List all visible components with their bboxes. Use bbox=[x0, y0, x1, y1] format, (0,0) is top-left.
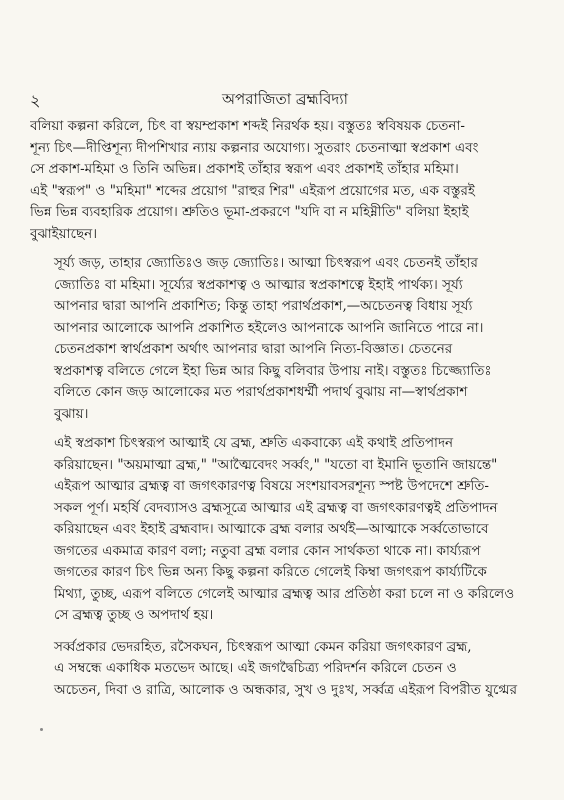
text-line: বুঝায়। bbox=[54, 405, 89, 422]
text-line: আপনার আলোকে আপনি প্রকাশিত হইলেও আপনাকে আপনি জানিতে পারে না। bbox=[54, 319, 484, 336]
text-line: স্বপ্রকাশত্ব বলিতে গেলে ইহা ভিন্ন আর কিছু বলিবার উপায় নাই। বস্তুতঃ চিজ্জ্যোতিঃ bbox=[54, 362, 492, 379]
text-line: বুঝাইয়াছেন। bbox=[30, 225, 98, 242]
text-line: আপনার দ্বারা আপনি প্রকাশিত; কিন্তু তাহা পরার্থপ্রকাশ,—অচেতনত্ব বিধায় সূর্য্য bbox=[54, 298, 473, 314]
text-line: সকল পূর্ণ। মহর্ষি বেদব্যাসও ব্রহ্মসূত্রে আত্মার এই ব্রহ্মত্ব বা জগৎকারণত্বই প্রতিপাদন bbox=[54, 499, 498, 516]
paragraph-2 bbox=[30, 253, 540, 425]
text-line: সে ব্রহ্মত্ব তুচ্ছ ও অপদার্থ হয়। bbox=[54, 607, 214, 623]
text-line: করিয়াছেন এবং ইহাই ব্রহ্মবাদ। আত্মাকে ব্রহ্ম বলার অর্থই—আত্মাকে সর্ব্বতোভাবে bbox=[54, 521, 489, 537]
paragraph-4 bbox=[30, 637, 540, 702]
page-header bbox=[30, 88, 540, 114]
book-page bbox=[30, 88, 540, 707]
paragraph-3 bbox=[30, 433, 540, 627]
text-line: এই স্বপ্রকাশ চিৎস্বরূপ আত্মাই যে ব্রহ্ম, শ্রুতি একবাক্যে এই কথাই প্রতিপাদন bbox=[54, 435, 454, 451]
text-line: শূন্য চিৎ—দীপ্তিশূন্য দীপশিখার ন্যায় কল্পনার অযোগ্য। সুতরাং চেতনাত্মা স্বপ্রকাশ এবং bbox=[30, 139, 479, 156]
text-line: জ্যোতিঃ বা মহিমা। সূর্য্যের স্বপ্রকাশত্ব ও আত্মার স্বপ্রকাশত্বে ইহাই পার্থক্য। সূর্য্য bbox=[54, 276, 463, 293]
text-line: করিয়াছেন। "অয়মাত্মা ব্রহ্ম," "আত্মৈবেদং সর্ব্বং," "যতো বা ইমানি ভূতানি জায়ন্তে" bbox=[54, 456, 498, 473]
text-line: জগতের কারণ চিৎ ভিন্ন অন্য কিছু কল্পনা করিতে গেলেই কিম্বা জগৎরূপ কার্য্যটিকে bbox=[54, 564, 487, 580]
text-line: সে প্রকাশ-মহিমা ও তিনি অভিন্ন। প্রকাশই তাঁহার স্বরূপ এবং প্রকাশই তাঁহার মহিমা। bbox=[30, 161, 459, 177]
paragraph-1 bbox=[30, 116, 540, 245]
page-number: ২ bbox=[30, 91, 41, 110]
text-line: বলিয়া কল্পনা করিলে, চিৎ বা স্বয়ম্প্রকাশ শব্দই নিরর্থক হয়। বস্তুতঃ স্ববিষয়ক চেতনা- bbox=[30, 118, 465, 134]
text-line: চেতনপ্রকাশ স্বার্থপ্রকাশ অর্থাৎ আপনার দ্বারা আপনি নিত্য-বিজ্ঞাত। চেতনের bbox=[54, 341, 453, 357]
text-line: মিথ্যা, তুচ্ছ, এরূপ বলিতে গেলেই আত্মার ব্রহ্মত্ব আর প্রতিষ্ঠা করা চলে না ও করিলেও bbox=[54, 585, 515, 602]
text-line: এ সম্বন্ধে একাধিক মতভেদ আছে। এই জগদ্বৈচিত্র্য পরিদর্শন করিলে চেতন ও bbox=[54, 660, 457, 676]
running-title: অপরাজিতা ব্রহ্মবিদ্যা bbox=[222, 90, 348, 108]
text-line: বলিতে কোন জড় আলোকের মত পরার্থপ্রকাশধর্ম্মী পদার্থ বুঝায় না—স্বার্থপ্রকাশ bbox=[54, 384, 468, 400]
text-line: সর্ব্বপ্রকার ভেদরহিত, রসৈকঘন, চিৎস্বরূপ আত্মা কেমন করিয়া জগৎকারণ ব্রহ্ম, bbox=[54, 638, 472, 655]
text-line: সূর্য্য জড়, তাহার জ্যোতিঃও জড় জ্যোতিঃ। আত্মা চিৎস্বরূপ এবং চেতনই তাঁহার bbox=[54, 255, 478, 271]
text-line: এই "স্বরূপ" ও "মহিমা" শব্দের প্রয়োগ "রাহুর শির" এইরূপ প্রয়োগের মত, এক বস্তুরই bbox=[30, 182, 475, 199]
text-line: অচেতন, দিবা ও রাত্রি, আলোক ও অন্ধকার, সুখ ও দুঃখ, সর্ব্বত্র এইরূপ বিপরীত যুগ্মের bbox=[54, 681, 518, 698]
page-speck bbox=[40, 728, 43, 731]
text-line: ভিন্ন ভিন্ন ব্যবহারিক প্রয়োগ। শ্রুতিও ভূমা-প্রকরণে "যদি বা ন মহিম্নীতি" বলিয়া ইহাই bbox=[30, 204, 469, 220]
text-line: এইরূপ আত্মার ব্রহ্মত্ব বা জগৎকারণত্ব বিষয়ে সংশয়াবসরশূন্য স্পষ্ট উপদেশে শ্রুতি- bbox=[54, 478, 489, 494]
text-line: জগতের একমাত্র কারণ বলা; নতুবা ব্রহ্ম বলার কোন সার্থকতা থাকে না। কার্য্যরূপ bbox=[54, 542, 481, 559]
